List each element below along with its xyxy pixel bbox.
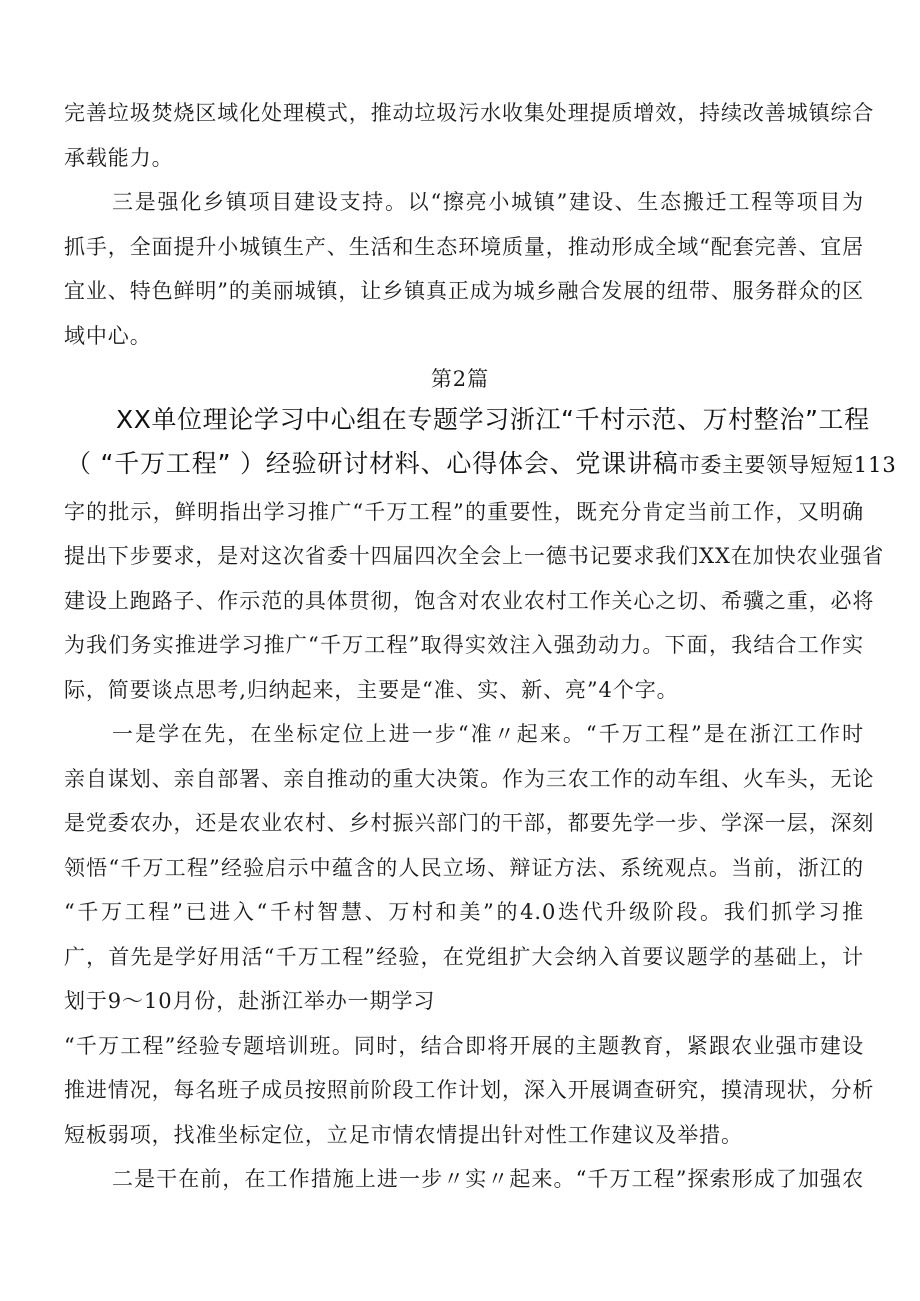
paragraph-line: 字的批示，鲜明指出学习推广“千万工程”的重要性，既充分肯定当前工作，又明确 (64, 500, 864, 524)
section-heading: 第2篇 (430, 367, 490, 391)
paragraph-line: 一是学在先，在坐标定位上进一步“准〃起来。“千万工程”是在浙江工作时 (112, 722, 864, 746)
paragraph-line: 短板弱项，找准坐标定位，立足市情农情提出针对性工作建议及举措。 (64, 1123, 743, 1147)
paragraph-line: 领悟“千万工程”经验启示中蕴含的人民立场、辩证方法、系统观点。当前，浙江的 (64, 856, 864, 880)
paragraph-line: 完善垃圾焚烧区域化处理模式，推动垃圾污水收集处理提质增效，持续改善城镇综合 (64, 101, 875, 125)
paragraph-line: 抓手，全面提升小城镇生产、生活和生态环境质量，推动形成全域“配套完善、宜居 (64, 235, 865, 259)
article-title-line-1: XX单位理论学习中心组在专题学习浙江“千村示范、万村整治”工程 (116, 405, 870, 434)
paragraph-line: 是党委农办，还是农业农村、乡村振兴部门的干部，都要先学一步、学深一层，深刻 (64, 811, 875, 835)
paragraph-line: 为我们务实推进学习推广“千万工程”取得实效注入强劲动力。下面，我结合工作实 (64, 633, 864, 657)
paragraph-line: 宜业、特色鲜明”的美丽城镇，让乡镇真正成为城乡融合发展的纽带、服务群众的区 (64, 279, 865, 303)
paragraph-line: “千万工程”经验专题培训班。同时，结合即将开展的主题教育，紧跟农业强市建设 (64, 1034, 864, 1058)
paragraph-line: 际，简要谈点思考,归纳起来，主要是“准、实、新、亮”4个字。 (64, 678, 679, 702)
paragraph-line: “千万工程”已进入“千村智慧、万村和美”的4.0迭代升级阶段。我们抓学习推 (64, 900, 864, 924)
paragraph-line: 二是干在前，在工作措施上进一步〃实〃起来。“千万工程”探索形成了加强农 (112, 1167, 864, 1191)
article-title-line-2 (66, 449, 897, 480)
paragraph-line: 亲自谋划、亲自部署、亲自推动的重大决策。作为三农工作的动车组、火车头，无论 (64, 767, 875, 791)
paragraph-line: 三是强化乡镇项目建设支持。以“擦亮小城镇”建设、生态搬迁工程等项目为 (112, 190, 864, 214)
paragraph-line: 划于9〜10月份，赴浙江举办一期学习 (64, 989, 436, 1013)
paragraph-line-start: 市委主要领导短短113 (678, 453, 897, 477)
paragraph-line: 域中心。 (64, 324, 152, 348)
paragraph-line: 承载能力。 (64, 146, 174, 170)
paragraph-line: 建设上跑路子、作示范的具体贯彻，饱含对农业农村工作关心之切、希骥之重，必将 (64, 589, 875, 613)
paragraph-line: 广，首先是学好用活“千万工程”经验，在党组扩大会纳入首要议题学的基础上，计 (64, 945, 864, 969)
paragraph-line: 推进情况，每名班子成员按照前阶段工作计划，深入开展调查研究，摸清现状，分析 (64, 1078, 875, 1102)
paragraph-line: 提出下步要求，是对这次省委十四届四次全会上一德书记要求我们XX在加快农业强省 (64, 544, 885, 568)
article-title-text: （ “千万工程” ）经验研讨材料、心得体会、党课讲稿 (66, 449, 679, 478)
